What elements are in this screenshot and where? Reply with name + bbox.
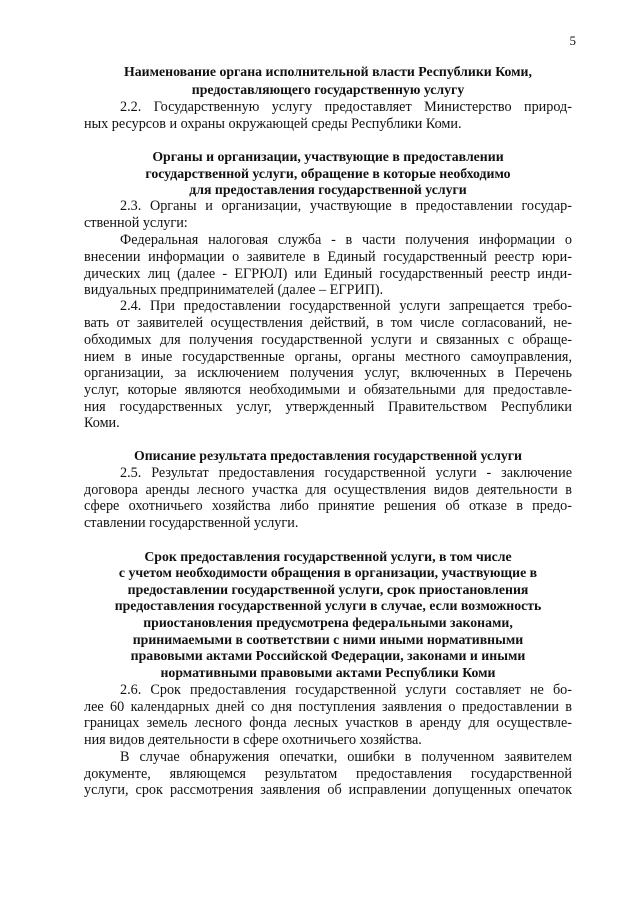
- paragraph-2-5: ставлении государственной услуги.: [84, 515, 299, 531]
- paragraph-typo-correction: документе, являющемся результатом предоставления государственной: [84, 766, 572, 782]
- paragraph-2-4: Коми.: [84, 415, 120, 431]
- paragraph-tax-service: дических лиц (далее - ЕГРЮЛ) или Единый государственный реестр инди-: [84, 266, 572, 282]
- paragraph-2-4: организации, за исключением получения услуг, включенных в Перечень: [84, 365, 572, 381]
- paragraph-2-4: услуг, которые являются необходимыми и обязательными для предоставле-: [84, 382, 572, 398]
- paragraph-2-3: 2.3. Органы и организации, участвующие в предоставлении государ-: [120, 198, 572, 214]
- paragraph-2-4: ния государственных услуг, утвержденный Правительством Республики: [84, 399, 572, 415]
- paragraph-2-4: вать от заявителей осуществления действий, в том числе согласований, не-: [84, 315, 572, 331]
- heading-service-term: правовыми актами Российской Федерации, законами и иными: [130, 648, 526, 663]
- paragraph-tax-service: видуальных предпринимателей (далее – ЕГРИП).: [84, 282, 384, 298]
- paragraph-2-5: договора аренды лесного участка для осуществления видов деятельности в: [84, 482, 572, 498]
- paragraph-2-6: лее 60 календарных дней со дня поступления заявления о предоставлении в: [84, 699, 572, 715]
- paragraph-2-2: 2.2. Государственную услугу предоставляет Министерство природ-: [120, 99, 572, 115]
- heading-participating-bodies: государственной услуги, обращение в которые необходимо: [145, 166, 511, 181]
- paragraph-2-4: нием в иные государственные органы, органы местного самоуправления,: [84, 349, 572, 365]
- heading-participating-bodies: Органы и организации, участвующие в предоставлении: [152, 149, 504, 164]
- paragraph-typo-correction: В случае обнаружения опечатки, ошибки в полученном заявителем: [120, 749, 572, 765]
- paragraph-tax-service: Федеральная налоговая служба - в части получения информации о: [120, 232, 572, 248]
- heading-service-term: с учетом необходимости обращения в организации, участвующие в: [118, 565, 538, 580]
- page-number: 5: [569, 33, 576, 48]
- paragraph-2-6: 2.6. Срок предоставления государственной услуги составляет не бо-: [120, 682, 572, 698]
- paragraph-tax-service: внесении информации о заявителе в Единый государственный реестр юри-: [84, 249, 572, 265]
- paragraph-2-5: сфере охотничьего хозяйства либо принятие решения об отказе в предо-: [84, 498, 572, 514]
- heading-service-term: приостановления предусмотрена федеральными законами,: [143, 615, 513, 630]
- paragraph-2-4: 2.4. При предоставлении государственной услуги запрещается требо-: [120, 298, 572, 314]
- paragraph-2-4: обходимых для получения государственной услуги и связанных с обраще-: [84, 332, 572, 348]
- paragraph-2-2: ных ресурсов и охраны окружающей среды Республики Коми.: [84, 116, 462, 132]
- heading-service-term: нормативными правовыми актами Республики Коми: [160, 665, 496, 680]
- heading-result-description: Описание результата предоставления государственной услуги: [133, 448, 522, 463]
- heading-service-term: Срок предоставления государственной услуги, в том числе: [144, 549, 512, 564]
- heading-participating-bodies: для предоставления государственной услуги: [189, 182, 467, 197]
- paragraph-typo-correction: услуги, срок рассмотрения заявления об исправлении допущенных опечаток: [84, 782, 572, 798]
- heading-service-term: принимаемыми в соответствии с ними иными нормативными: [132, 632, 524, 647]
- heading-service-term: предоставлении государственной услуги, срок приостановления: [127, 582, 529, 597]
- heading-service-term: предоставления государственной услуги в случае, если возможность: [114, 598, 542, 613]
- heading-executive-body: предоставляющего государственную услугу: [191, 82, 465, 97]
- paragraph-2-5: 2.5. Результат предоставления государственной услуги - заключение: [120, 465, 572, 481]
- paragraph-2-6: границах земель лесного фонда лесных участков в аренду для осуществле-: [84, 715, 572, 731]
- heading-executive-body: Наименование органа исполнительной власти Республики Коми,: [124, 64, 532, 79]
- paragraph-2-6: ния видов деятельности в сфере охотничьего хозяйства.: [84, 732, 422, 748]
- paragraph-2-3: ственной услуги:: [84, 215, 188, 231]
